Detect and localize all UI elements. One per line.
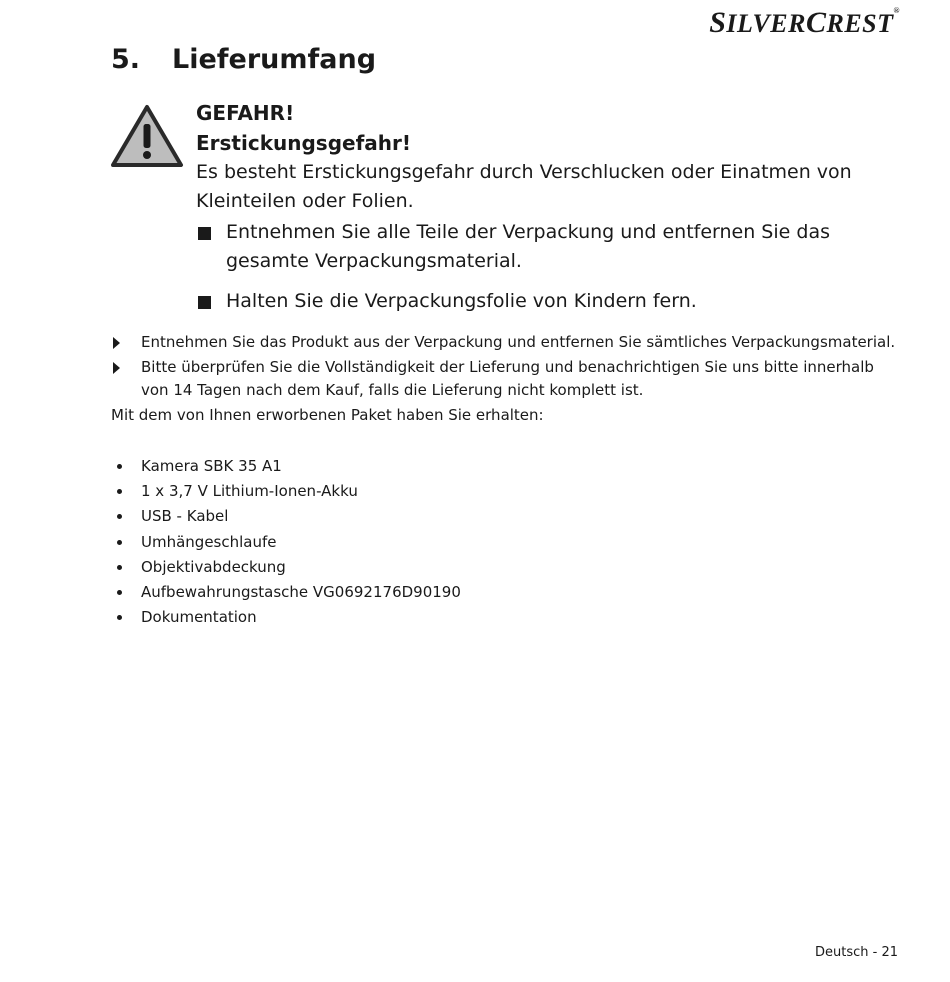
warning-heading: GEFAHR! (196, 101, 295, 125)
contents-intro: Mit dem von Ihnen erworbenen Paket haben Sie erhalten: (111, 406, 544, 424)
dot-bullet-icon (117, 615, 122, 620)
section-heading: Lieferumfang (172, 44, 377, 75)
warning-block (196, 98, 896, 316)
dot-bullet-icon (117, 590, 122, 595)
brand-logo: SILVERCREST® (709, 6, 900, 39)
list-item: Bitte überprüfen Sie die Vollständigkeit der Lieferung und benachrichtigen Sie uns bitte innerhalb von 14 Tagen nach dem Kauf, falls die Lieferung nicht komplett ist. (111, 356, 901, 402)
page-footer: Deutsch - 21 (814, 945, 898, 960)
dot-bullet-icon (117, 540, 122, 545)
body-text (111, 331, 901, 630)
list-item: Objektivabdeckung (111, 555, 901, 580)
dot-bullet-icon (117, 464, 122, 469)
list-item: Umhängeschlaufe (111, 530, 901, 555)
instruction-steps (111, 331, 901, 402)
list-item: Dokumentation (111, 605, 901, 630)
warning-triangle-icon (110, 104, 184, 168)
list-item: USB - Kabel (111, 504, 901, 529)
warning-text: Es besteht Erstickungsgefahr durch Verschlucken oder Einatmen von Kleinteilen oder Folien. (196, 161, 852, 212)
list-item: Aufbewahrungstasche VG0692176D90190 (111, 580, 901, 605)
square-bullet-icon (198, 227, 211, 240)
square-bullet-icon (198, 296, 211, 309)
list-item: Halten Sie die Verpackungsfolie von Kindern fern. (196, 287, 896, 316)
list-item: Kamera SBK 35 A1 (111, 454, 901, 479)
warning-list (196, 218, 896, 316)
warning-subheading: Erstickungsgefahr! (196, 131, 411, 155)
contents-list (111, 454, 901, 630)
dot-bullet-icon (117, 514, 122, 519)
section-number: 5. (111, 44, 141, 75)
dot-bullet-icon (117, 565, 122, 570)
dot-bullet-icon (117, 489, 122, 494)
list-item: Entnehmen Sie alle Teile der Verpackung und entfernen Sie das gesamte Verpackungsmaterial. (196, 218, 896, 276)
list-item: Entnehmen Sie das Produkt aus der Verpackung und entfernen Sie sämtliches Verpackungsmaterial. (111, 331, 901, 354)
section-title (111, 44, 376, 75)
list-item: 1 x 3,7 V Lithium-Ionen-Akku (111, 479, 901, 504)
triangle-bullet-icon (113, 337, 120, 349)
triangle-bullet-icon (113, 362, 120, 374)
